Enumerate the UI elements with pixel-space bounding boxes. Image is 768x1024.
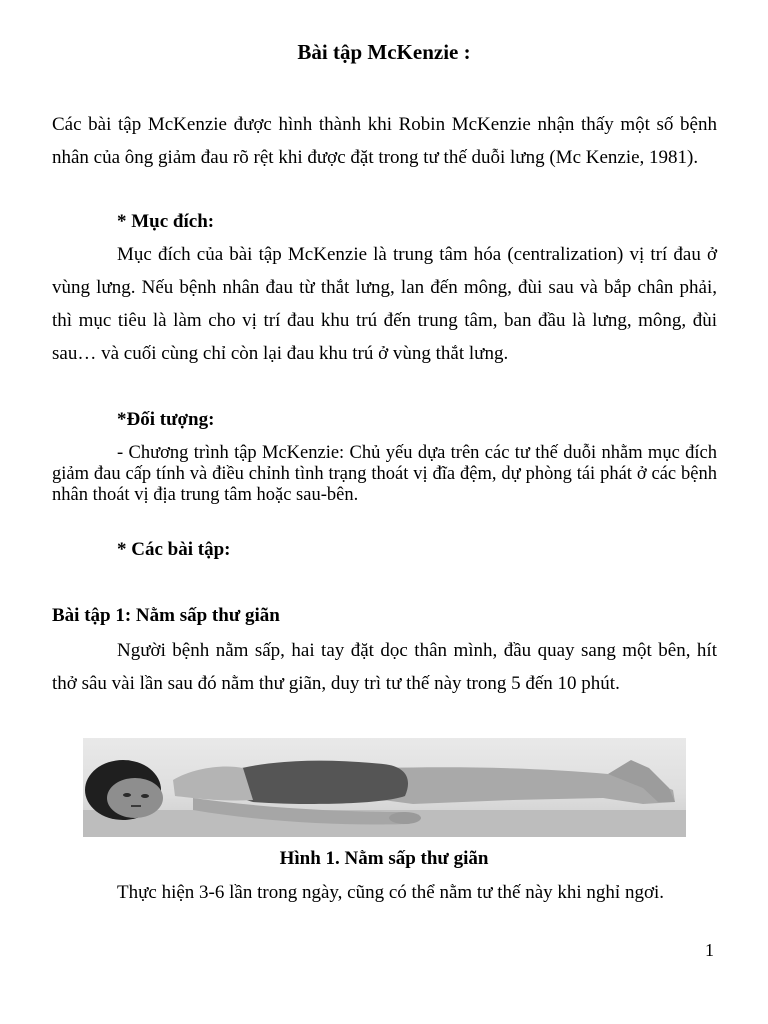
exercise-1-note: Thực hiện 3-6 lần trong ngày, cũng có thể nằm tư thế này khi nghỉ ngơi. [117,882,665,903]
prone-lying-figure-illustration [83,738,686,837]
exercise-1-title: Bài tập 1: Nằm sấp thư giãn [52,605,280,626]
figure-1-caption: Hình 1. Nằm sấp thư giãn [279,848,489,869]
page-number: 1 [705,940,714,960]
exercises-heading: * Các bài tập: [117,539,231,560]
exercise-1-paragraph: Người bệnh nằm sấp, hai tay đặt dọc thân mình, đầu quay sang một bên, hít thở sâu vài lần sau đó nằm thư giãn, duy trì tư thế này trong 5 đến 10 phút. [52,640,717,694]
target-heading: *Đối tượng: [117,409,215,430]
purpose-paragraph: Mục đích của bài tập McKenzie là trung tâm hóa (centralization) vị trí đau ở vùng lưng. Nếu bệnh nhân đau từ thắt lưng, lan đến mông, đùi sau và bắp chân phải, thì mục tiêu là làm cho vị trí đau khu trú đến trung tâm, ban đầu là lưng, mông, đùi sau… và cuối cùng chỉ còn lại đau khu trú ở vùng thắt lưng. [52,244,717,364]
intro-paragraph: Các bài tập McKenzie được hình thành khi Robin McKenzie nhận thấy một số bệnh nhân của ông giảm đau rõ rệt khi được đặt trong tư thế duỗi lưng (Mc Kenzie, 1981). [52,114,717,168]
target-paragraph: - Chương trình tập McKenzie: Chủ yếu dựa trên các tư thế duỗi nhằm mục đích giảm đau cấp tính và điều chỉnh tình trạng thoát vị đĩa đệm, dự phòng tái phát ở các bệnh nhân thoát vị địa trung tâm hoặc sau-bên. [52,443,717,505]
purpose-heading: * Mục đích: [117,211,215,232]
page-title: Bài tập McKenzie : [297,40,471,64]
exercise-1-photo [83,738,686,837]
